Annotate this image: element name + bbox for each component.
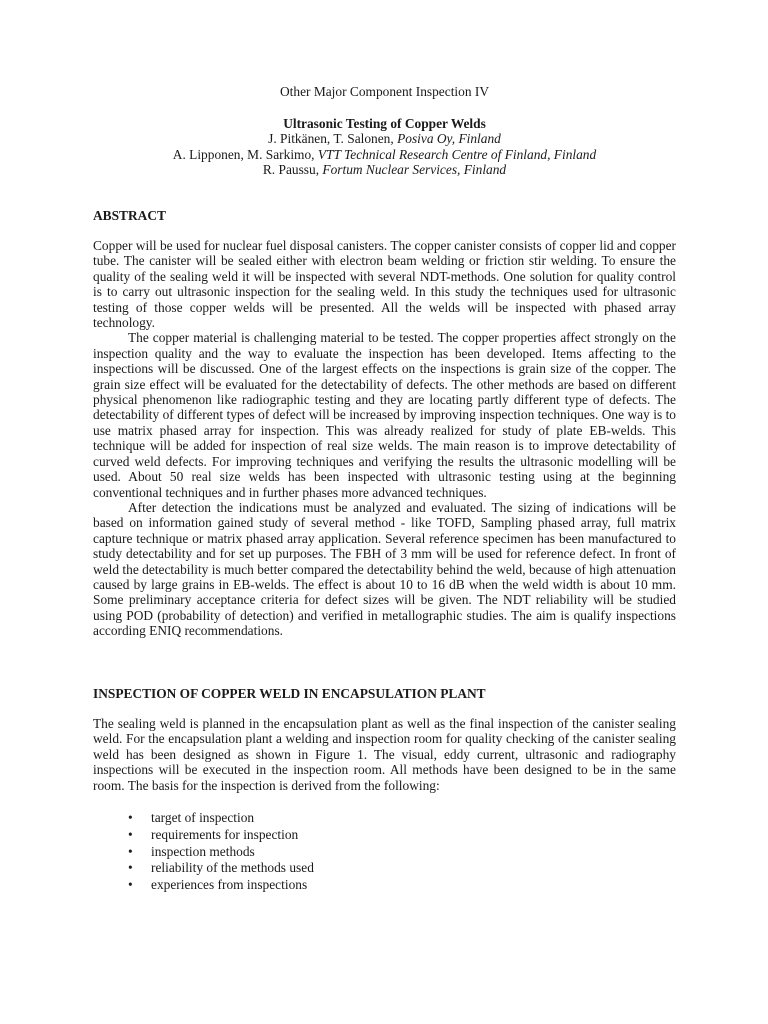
author-affiliation: VTT Technical Research Centre of Finland, Finland <box>317 146 597 162</box>
section-paragraph: The sealing weld is planned in the encapsulation plant as well as the final inspection of the canister sealing weld. For the encapsulation plant a welding and inspection room for quality checking of the canister sealing weld has been designed as shown in Figure 1. The visual, eddy current, ultrasonic and radiography inspections will be executed in the inspection room. All methods have been designed to be in the same room. The basis for the inspection is derived from the following: <box>93 716 676 793</box>
section-heading: INSPECTION OF COPPER WELD IN ENCAPSULATION PLANT <box>93 686 486 701</box>
list-item <box>93 827 676 844</box>
list-item <box>93 877 676 894</box>
title-block <box>93 116 676 178</box>
author-names: A. Lipponen, M. Sarkimo, <box>172 146 318 162</box>
list-item-text: reliability of the methods used <box>151 860 314 876</box>
author-affiliation: Posiva Oy, Finland <box>397 131 501 147</box>
author-affiliation: Fortum Nuclear Services, Finland <box>322 162 507 178</box>
abstract-paragraph-3: After detection the indications must be analyzed and evaluated. The sizing of indications will be based on information gained study of several method - like TOFD, Sampling phased array, full matrix capture technique or matrix phased array application. Several reference specimen has been manufactured to study detectability and for set up purposes. The FBH of 3 mm will be used for reference defect. In front of weld the detectability is much better compared the detectability behind the weld, because of high attenuation caused by large grains in EB-welds. The effect is about 10 to 16 dB when the weld width is about 10 mm. Some preliminary acceptance criteria for defect sizes will be given. The NDT reliability will be studied using POD (probability of detection) and verified in metallographic studies. The aim is qualify inspections according ENIQ recommendations. <box>93 499 676 639</box>
author-names: R. Paussu, <box>262 162 323 178</box>
bullet-list <box>93 810 676 894</box>
list-item <box>93 860 676 877</box>
abstract-body <box>93 238 676 639</box>
list-item-text: experiences from inspections <box>151 877 308 893</box>
bullet-icon: • <box>128 810 133 825</box>
list-item <box>93 844 676 861</box>
bullet-icon: • <box>128 877 133 893</box>
session-title: Other Major Component Inspection IV <box>280 84 489 99</box>
list-item <box>93 810 676 827</box>
paper-title: Ultrasonic Testing of Copper Welds <box>283 116 486 131</box>
author-line-1 <box>93 131 676 146</box>
section-body <box>93 716 676 793</box>
author-line-2 <box>93 147 676 162</box>
list-item-text: inspection methods <box>151 843 255 859</box>
bullet-icon: • <box>128 826 133 842</box>
list-item-text: requirements for inspection <box>151 826 299 842</box>
abstract-paragraph-2: The copper material is challenging material to be tested. The copper properties affect strongly on the inspection quality and the way to evaluate the inspection has been developed. Items affecting to the inspections will be discussed. One of the largest effects on the inspections is grain size of the copper. The grain size effect will be evaluated for the detectability of defects. The other methods are based on different physical phenomenon like radiographic testing and they are locating partly different type of defects. The detectability of different types of defect will be increased by improving inspection techniques. One way is to use matrix phased array for inspection. This was already realized for study of plate EB-welds. This technique will be added for inspection of real size welds. The main reason is to improve detectability of curved weld defects. For improving techniques and verifying the results the ultrasonic modelling will be used. About 50 real size welds has been inspected with ultrasonic testing using at the beginning conventional techniques and in further phases more advanced techniques. <box>93 330 676 500</box>
abstract-heading: ABSTRACT <box>93 208 166 223</box>
list-item-text: target of inspection <box>151 810 255 825</box>
bullet-icon: • <box>128 860 133 876</box>
abstract-paragraph-1: Copper will be used for nuclear fuel disposal canisters. The copper canister consists of copper lid and copper tube. The canister will be sealed either with electron beam welding or friction stir welding. To ensure the quality of the sealing weld it will be inspected with several NDT-methods. One solution for quality control is to carry out ultrasonic inspection for the sealing weld. In this study the techniques used for ultrasonic testing of those copper welds will be presented. All the welds will be inspected with phased array technology. <box>93 238 676 331</box>
bullet-icon: • <box>128 843 133 859</box>
author-names: J. Pitkänen, T. Salonen, <box>268 131 398 147</box>
author-line-3 <box>93 162 676 177</box>
